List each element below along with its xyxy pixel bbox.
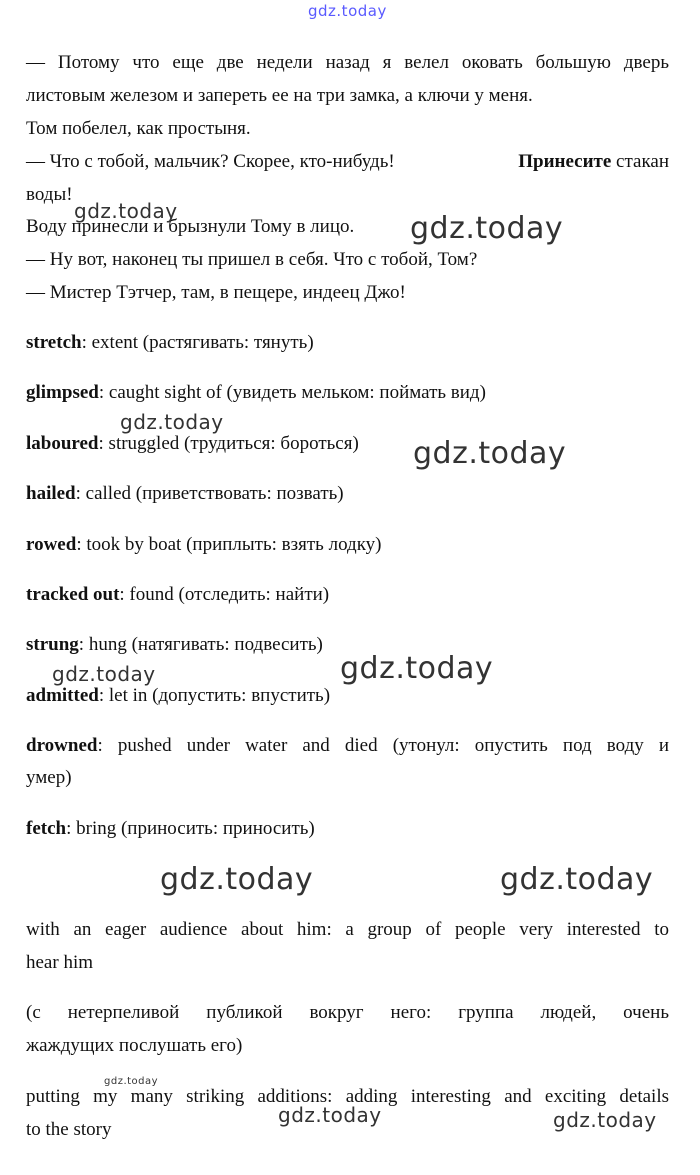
phrase-line: with an eager audience about him: a group of people very interested to	[26, 919, 669, 940]
vocab-entry	[26, 817, 315, 841]
vocab-entry	[26, 381, 486, 405]
phrase-line: жаждущих послушать его)	[26, 1035, 243, 1056]
vocab-definition: : struggled (трудиться: бороться)	[98, 433, 359, 454]
vocab-entry	[26, 583, 329, 607]
dialogue-line	[26, 150, 669, 174]
vocab-definition: : took by boat (приплыть: взять лодку)	[76, 534, 382, 555]
watermark: gdz.today	[413, 436, 567, 471]
vocab-term: rowed	[26, 534, 77, 555]
dialogue-segment: — Что с тобой, мальчик? Скорее, кто-нибудь!	[26, 151, 395, 172]
phrase-line: to the story	[26, 1119, 112, 1140]
vocab-entry	[26, 734, 669, 758]
vocab-definition: : called (приветствовать: позвать)	[75, 483, 344, 504]
dialogue-segment: стакан	[616, 151, 669, 172]
vocab-term: glimpsed	[26, 382, 99, 403]
watermark: gdz.today	[74, 199, 178, 223]
watermark: gdz.today	[160, 862, 314, 897]
dialogue-line: Том побелел, как простыня.	[26, 118, 251, 139]
dialogue-bold-word: Принесите	[518, 151, 612, 172]
watermark: gdz.today	[500, 862, 654, 897]
vocab-definition: : hung (натягивать: подвесить)	[78, 634, 323, 655]
dialogue-line: — Мистер Тэтчер, там, в пещере, индеец Джо!	[26, 282, 406, 303]
vocab-definition: : pushed under water and died (утонул: опустить под воду и	[97, 735, 669, 756]
vocab-entry	[26, 482, 344, 506]
header-watermark: gdz.today	[308, 2, 387, 20]
vocab-term: tracked out	[26, 584, 120, 605]
vocab-entry	[26, 684, 330, 708]
vocab-entry	[26, 633, 323, 657]
watermark: gdz.today	[52, 662, 156, 686]
vocab-definition: : extent (растягивать: тянуть)	[81, 332, 314, 353]
vocab-entry	[26, 432, 359, 456]
dialogue-line: воды!	[26, 184, 73, 205]
vocab-entry	[26, 331, 314, 355]
vocab-continuation: умер)	[26, 767, 72, 788]
watermark: gdz.today	[553, 1108, 657, 1132]
vocab-term: strung	[26, 634, 79, 655]
vocab-definition: : caught sight of (увидеть мельком: поймать вид)	[98, 382, 486, 403]
vocab-term: hailed	[26, 483, 76, 504]
dialogue-line: — Ну вот, наконец ты пришел в себя. Что с тобой, Том?	[26, 249, 478, 270]
phrase-line: (с нетерпеливой публикой вокруг него: группа людей, очень	[26, 1002, 669, 1023]
vocab-term: fetch	[26, 818, 67, 839]
vocab-term: drowned	[26, 735, 98, 756]
watermark: gdz.today	[104, 1076, 159, 1087]
watermark: gdz.today	[410, 211, 564, 246]
vocab-definition: : bring (приносить: приносить)	[66, 818, 315, 839]
dialogue-line: листовым железом и запереть ее на три замка, а ключи у меня.	[26, 85, 533, 106]
watermark: gdz.today	[278, 1103, 382, 1127]
vocab-term: laboured	[26, 433, 99, 454]
vocab-term: admitted	[26, 685, 99, 706]
vocab-definition: : found (отследить: найти)	[119, 584, 330, 605]
vocab-definition: : let in (допустить: впустить)	[98, 685, 331, 706]
phrase-line: putting my many striking additions: adding interesting and exciting details	[26, 1086, 669, 1107]
vocab-entry	[26, 533, 381, 557]
dialogue-line: Воду принесли и брызнули Тому в лицо.	[26, 216, 355, 237]
vocab-term: stretch	[26, 332, 82, 353]
dialogue-line: — Потому что еще две недели назад я велел оковать большую дверь	[26, 52, 669, 73]
watermark: gdz.today	[120, 410, 224, 434]
watermark: gdz.today	[340, 651, 494, 686]
phrase-line: hear him	[26, 952, 94, 973]
